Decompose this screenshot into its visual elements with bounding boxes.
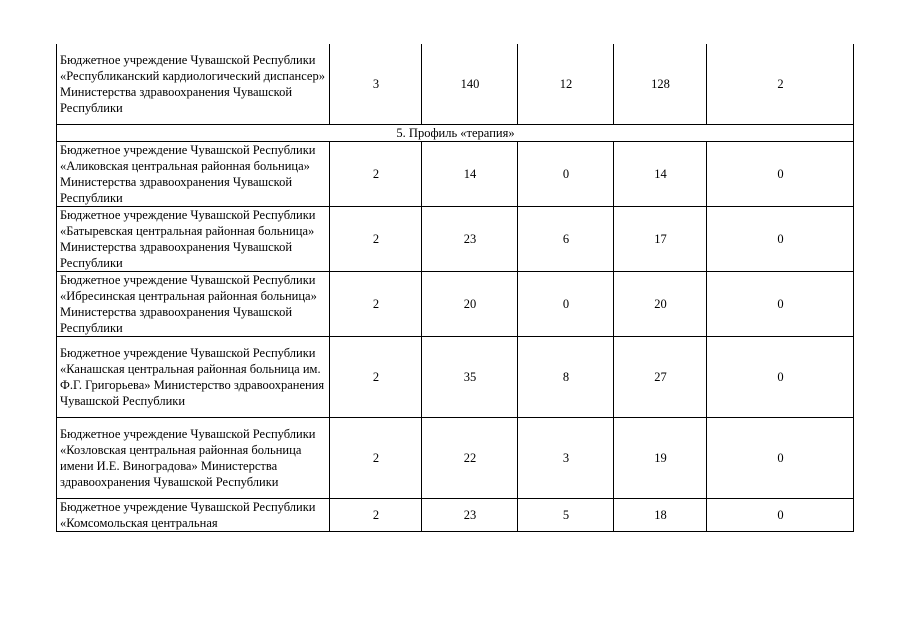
value-col-5: 0 xyxy=(707,499,854,532)
value-col-4: 14 xyxy=(614,142,707,207)
value-col-3: 0 xyxy=(518,142,614,207)
table-row xyxy=(57,499,854,532)
table-row xyxy=(57,142,854,207)
value-col-3: 8 xyxy=(518,337,614,418)
institution-name: Бюджетное учреждение Чувашской Республики «Канашская центральная районная больница им. Ф.Г. Григорьева» Министерство здравоохранения Чувашской Республики xyxy=(57,337,330,418)
value-col-1: 2 xyxy=(330,418,422,499)
value-col-2: 22 xyxy=(422,418,518,499)
table-row xyxy=(57,418,854,499)
value-col-1: 2 xyxy=(330,499,422,532)
value-col-5: 0 xyxy=(707,272,854,337)
institution-name: Бюджетное учреждение Чувашской Республики «Комсомольская центральная xyxy=(57,499,330,532)
value-col-4: 17 xyxy=(614,207,707,272)
value-col-5: 0 xyxy=(707,142,854,207)
section-header-row xyxy=(57,125,854,142)
value-col-5: 2 xyxy=(707,44,854,125)
value-col-5: 0 xyxy=(707,418,854,499)
value-col-3: 12 xyxy=(518,44,614,125)
value-col-2: 20 xyxy=(422,272,518,337)
value-col-3: 5 xyxy=(518,499,614,532)
table-row xyxy=(57,207,854,272)
table-row xyxy=(57,337,854,418)
institution-name: Бюджетное учреждение Чувашской Республики «Республиканский кардиологический диспансер» Министерства здравоохранения Чувашской Республики xyxy=(57,44,330,125)
value-col-2: 140 xyxy=(422,44,518,125)
value-col-3: 6 xyxy=(518,207,614,272)
value-col-3: 3 xyxy=(518,418,614,499)
value-col-2: 35 xyxy=(422,337,518,418)
value-col-1: 2 xyxy=(330,142,422,207)
value-col-3: 0 xyxy=(518,272,614,337)
institution-name: Бюджетное учреждение Чувашской Республики «Козловская центральная районная больница имени И.Е. Виноградова» Министерства здравоохранения Чувашской Республики xyxy=(57,418,330,499)
capacity-table xyxy=(56,44,854,532)
table-row xyxy=(57,272,854,337)
value-col-1: 2 xyxy=(330,272,422,337)
institution-name: Бюджетное учреждение Чувашской Республики «Батыревская центральная районная больница» Министерства здравоохранения Чувашской Республики xyxy=(57,207,330,272)
institution-name: Бюджетное учреждение Чувашской Республики «Аликовская центральная районная больница» Министерства здравоохранения Чувашской Республики xyxy=(57,142,330,207)
table-row xyxy=(57,44,854,125)
value-col-2: 23 xyxy=(422,207,518,272)
section-title: 5. Профиль «терапия» xyxy=(57,125,854,142)
value-col-4: 20 xyxy=(614,272,707,337)
value-col-5: 0 xyxy=(707,337,854,418)
value-col-4: 18 xyxy=(614,499,707,532)
value-col-4: 128 xyxy=(614,44,707,125)
value-col-1: 2 xyxy=(330,207,422,272)
value-col-5: 0 xyxy=(707,207,854,272)
institution-name: Бюджетное учреждение Чувашской Республики «Ибресинская центральная районная больница» Министерства здравоохранения Чувашской Республики xyxy=(57,272,330,337)
value-col-2: 14 xyxy=(422,142,518,207)
value-col-1: 3 xyxy=(330,44,422,125)
value-col-2: 23 xyxy=(422,499,518,532)
value-col-4: 19 xyxy=(614,418,707,499)
value-col-4: 27 xyxy=(614,337,707,418)
value-col-1: 2 xyxy=(330,337,422,418)
